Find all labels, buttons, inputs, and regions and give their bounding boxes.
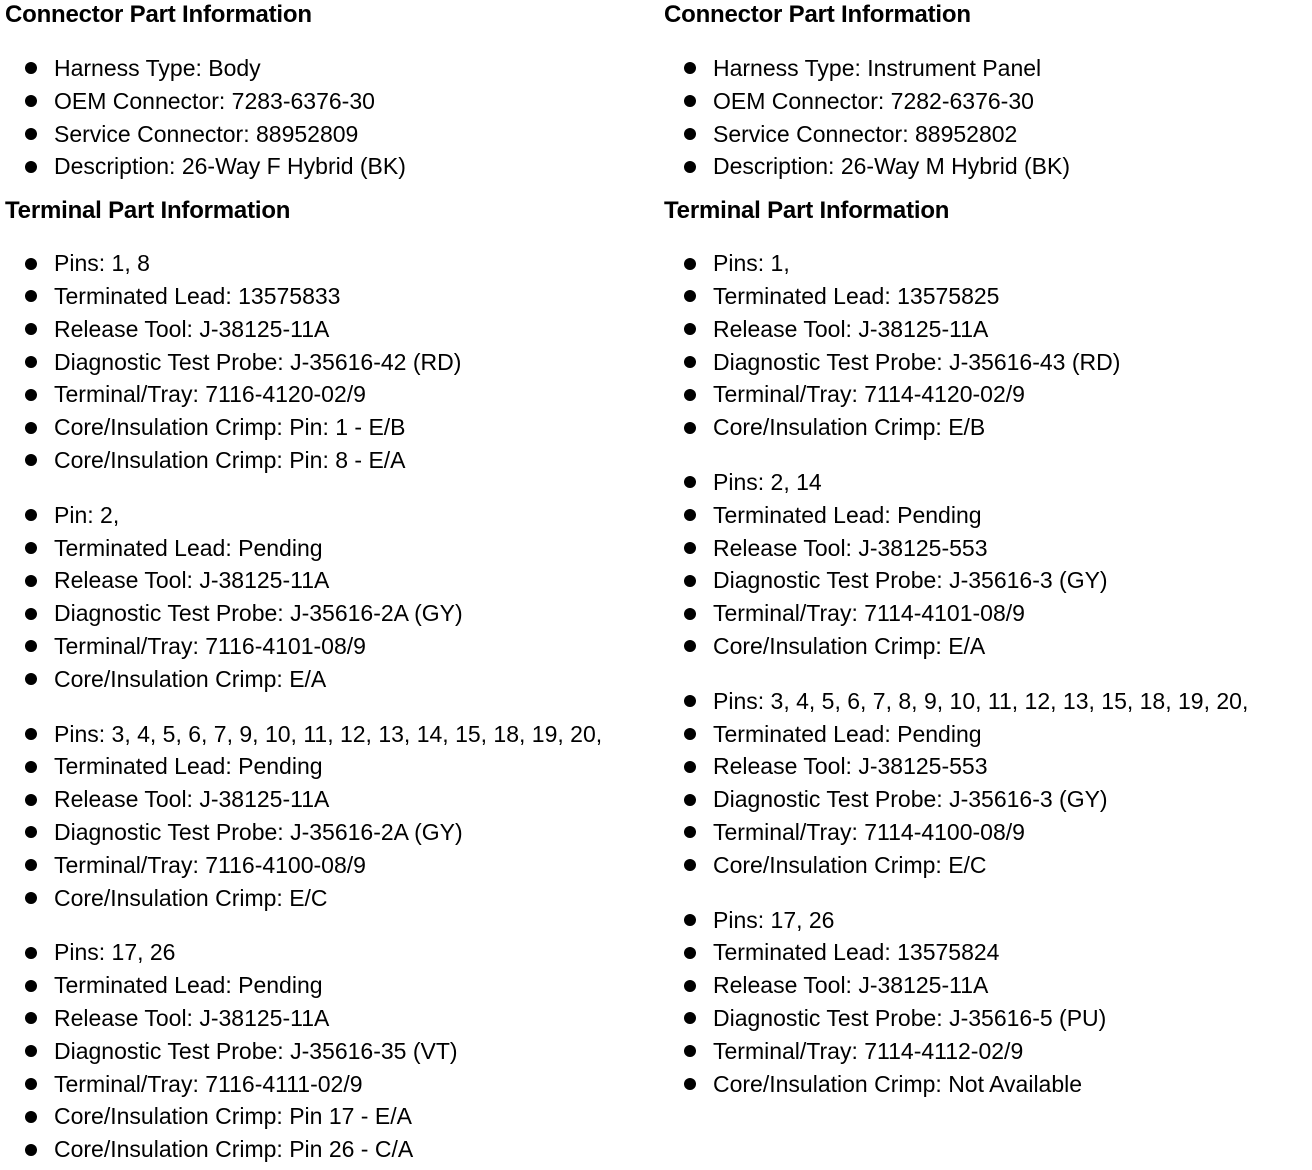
terminal-heading: Terminal Part Information	[5, 197, 291, 225]
list-item	[5, 499, 655, 532]
list-item-text: Pins: 1,	[713, 250, 790, 277]
list-item-text: Release Tool: J-38125-11A	[54, 315, 330, 342]
bullet-icon	[25, 1144, 37, 1156]
list-item	[5, 564, 655, 597]
bullet-icon	[684, 980, 696, 992]
bullet-icon	[684, 323, 696, 335]
list-item	[664, 783, 1309, 816]
list-item-text: Core/Insulation Crimp: Pin: 8 - E/A	[54, 446, 406, 473]
list-item-text: Service Connector: 88952802	[713, 120, 1018, 147]
list-item-text: Release Tool: J-38125-11A	[713, 972, 989, 999]
bullet-icon	[25, 128, 37, 140]
list-item	[664, 718, 1309, 751]
list-item	[5, 52, 655, 85]
list-item	[664, 499, 1309, 532]
list-item-text: Terminated Lead: 13575833	[54, 282, 341, 309]
pin-group-list	[664, 466, 1309, 663]
list-item-text: Release Tool: J-38125-553	[713, 753, 988, 780]
bullet-icon	[684, 575, 696, 587]
bullet-icon	[684, 640, 696, 652]
pin-group-list	[5, 247, 655, 477]
bullet-icon	[684, 859, 696, 871]
list-item	[664, 150, 1309, 183]
bullet-icon	[25, 859, 37, 871]
list-item-text: Terminal/Tray: 7116-4111-02/9	[54, 1070, 363, 1097]
list-item	[664, 969, 1309, 1002]
list-item	[664, 466, 1309, 499]
bullet-icon	[684, 509, 696, 521]
bullet-icon	[684, 389, 696, 401]
list-item	[664, 280, 1309, 313]
list-item-text: Terminal/Tray: 7114-4100-08/9	[713, 818, 1025, 845]
list-item	[5, 969, 655, 1002]
bullet-icon	[25, 892, 37, 904]
list-item-text: Pins: 3, 4, 5, 6, 7, 8, 9, 10, 11, 12, 13, 15, 18, 19, 20,	[713, 687, 1249, 714]
list-item-text: Terminated Lead: Pending	[713, 501, 982, 528]
list-item	[664, 85, 1309, 118]
list-item	[5, 630, 655, 663]
list-item	[5, 346, 655, 379]
list-item	[5, 816, 655, 849]
bullet-icon	[25, 454, 37, 466]
list-item-text: Diagnostic Test Probe: J-35616-35 (VT)	[54, 1037, 458, 1064]
terminal-heading: Terminal Part Information	[664, 197, 950, 225]
bullet-icon	[25, 323, 37, 335]
list-item-text: OEM Connector: 7282-6376-30	[713, 87, 1034, 114]
list-item-text: Release Tool: J-38125-11A	[54, 786, 330, 813]
bullet-icon	[684, 128, 696, 140]
list-item-text: Core/Insulation Crimp: E/C	[54, 884, 328, 911]
list-item	[5, 1100, 655, 1133]
bullet-icon	[25, 161, 37, 173]
list-item	[5, 597, 655, 630]
list-item	[664, 346, 1309, 379]
list-item-text: Core/Insulation Crimp: Pin 17 - E/A	[54, 1103, 412, 1130]
pin-group-list	[664, 685, 1309, 882]
list-item-text: Pins: 2, 14	[713, 468, 822, 495]
list-item	[5, 882, 655, 915]
bullet-icon	[25, 728, 37, 740]
list-item	[664, 532, 1309, 565]
list-item-text: Diagnostic Test Probe: J-35616-43 (RD)	[713, 348, 1121, 375]
bullet-icon	[684, 1078, 696, 1090]
list-item	[664, 630, 1309, 663]
bullet-icon	[684, 1012, 696, 1024]
list-item	[664, 1035, 1309, 1068]
list-item-text: Pins: 3, 4, 5, 6, 7, 9, 10, 11, 12, 13, 14, 15, 18, 19, 20,	[54, 720, 603, 747]
list-item-text: Terminated Lead: 13575824	[713, 939, 1000, 966]
connector-heading: Connector Part Information	[5, 1, 312, 28]
list-item-text: Terminal/Tray: 7114-4112-02/9	[713, 1037, 1024, 1064]
pin-group-list	[664, 247, 1309, 444]
bullet-icon	[25, 826, 37, 838]
list-item-text: Service Connector: 88952809	[54, 120, 359, 147]
bullet-icon	[684, 728, 696, 740]
list-item-text: Core/Insulation Crimp: E/A	[713, 632, 986, 659]
list-item	[664, 816, 1309, 849]
list-item-text: Pins: 17, 26	[54, 939, 176, 966]
list-item-text: Terminated Lead: Pending	[54, 972, 323, 999]
list-item-text: Harness Type: Body	[54, 55, 261, 81]
list-item	[5, 783, 655, 816]
list-item-text: Core/Insulation Crimp: E/B	[713, 414, 986, 441]
list-item-text: Release Tool: J-38125-11A	[54, 1004, 330, 1031]
connector-info-list	[5, 52, 655, 183]
pin-group-list	[5, 499, 655, 696]
list-item	[664, 313, 1309, 346]
list-item-text: Release Tool: J-38125-553	[713, 534, 988, 561]
list-item	[5, 1068, 655, 1101]
list-item	[5, 663, 655, 696]
bullet-icon	[684, 1045, 696, 1057]
bullet-icon	[684, 542, 696, 554]
list-item-text: Terminal/Tray: 7116-4100-08/9	[54, 851, 366, 878]
list-item-text: Pins: 17, 26	[713, 906, 835, 933]
bullet-icon	[684, 695, 696, 707]
bullet-icon	[25, 1012, 37, 1024]
list-item	[664, 936, 1309, 969]
list-item-text: Terminal/Tray: 7114-4101-08/9	[713, 600, 1025, 627]
list-item	[5, 532, 655, 565]
list-item	[664, 411, 1309, 444]
list-item-text: Diagnostic Test Probe: J-35616-5 (PU)	[713, 1004, 1107, 1031]
list-item-text: Terminal/Tray: 7116-4120-02/9	[54, 381, 366, 408]
bullet-icon	[684, 761, 696, 773]
list-item-text: Release Tool: J-38125-11A	[713, 315, 989, 342]
pin-group-list	[5, 718, 655, 915]
pin-group-list	[664, 904, 1309, 1101]
list-item-text: Description: 26-Way M Hybrid (BK)	[713, 153, 1071, 180]
list-item-text: Diagnostic Test Probe: J-35616-42 (RD)	[54, 348, 462, 375]
list-item-text: Core/Insulation Crimp: Not Available	[713, 1070, 1083, 1097]
bullet-icon	[25, 290, 37, 302]
list-item-text: Terminated Lead: Pending	[54, 534, 323, 561]
bullet-icon	[684, 258, 696, 270]
bullet-icon	[684, 476, 696, 488]
connector-info-list	[664, 52, 1309, 183]
list-item	[5, 1133, 655, 1166]
list-item	[664, 597, 1309, 630]
bullet-icon	[25, 575, 37, 587]
bullet-icon	[25, 761, 37, 773]
list-item-text: Diagnostic Test Probe: J-35616-2A (GY)	[54, 818, 463, 845]
bullet-icon	[25, 608, 37, 620]
bullet-icon	[25, 356, 37, 368]
list-item-text: Diagnostic Test Probe: J-35616-3 (GY)	[713, 567, 1108, 594]
list-item	[664, 52, 1309, 85]
list-item	[664, 378, 1309, 411]
list-item-text: Core/Insulation Crimp: E/C	[713, 851, 987, 878]
list-item	[5, 247, 655, 280]
list-item	[5, 280, 655, 313]
list-item-text: Terminated Lead: Pending	[713, 720, 982, 747]
list-item	[5, 118, 655, 151]
pin-group-list	[5, 936, 655, 1166]
list-item-text: Pin: 2,	[54, 501, 120, 528]
list-item-text: Terminal/Tray: 7114-4120-02/9	[713, 381, 1025, 408]
list-item	[5, 718, 655, 751]
bullet-icon	[25, 62, 37, 74]
list-item	[5, 1035, 655, 1068]
bullet-icon	[25, 673, 37, 685]
bullet-icon	[25, 640, 37, 652]
list-item-text: Diagnostic Test Probe: J-35616-2A (GY)	[54, 600, 463, 627]
bullet-icon	[684, 356, 696, 368]
bullet-icon	[684, 826, 696, 838]
list-item	[5, 444, 655, 477]
list-item	[5, 313, 655, 346]
list-item	[664, 1068, 1309, 1101]
bullet-icon	[25, 509, 37, 521]
list-item	[5, 1002, 655, 1035]
right-column	[664, 0, 1309, 1100]
left-column	[5, 0, 655, 1166]
bullet-icon	[25, 947, 37, 959]
bullet-icon	[25, 794, 37, 806]
list-item	[664, 685, 1309, 718]
bullet-icon	[25, 258, 37, 270]
bullet-icon	[25, 1078, 37, 1090]
list-item	[5, 85, 655, 118]
terminal-groups	[664, 247, 1309, 1100]
bullet-icon	[684, 608, 696, 620]
bullet-icon	[684, 422, 696, 434]
bullet-icon	[684, 914, 696, 926]
bullet-icon	[684, 290, 696, 302]
list-item	[5, 936, 655, 969]
list-item-text: Release Tool: J-38125-11A	[54, 567, 330, 594]
list-item-text: Terminal/Tray: 7116-4101-08/9	[54, 632, 366, 659]
list-item	[664, 118, 1309, 151]
list-item	[664, 564, 1309, 597]
bullet-icon	[25, 1111, 37, 1123]
bullet-icon	[25, 422, 37, 434]
list-item-text: Description: 26-Way F Hybrid (BK)	[54, 153, 406, 180]
list-item	[664, 904, 1309, 937]
list-item-text: Pins: 1, 8	[54, 250, 150, 277]
list-item	[5, 150, 655, 183]
bullet-icon	[25, 1045, 37, 1057]
bullet-icon	[684, 947, 696, 959]
bullet-icon	[25, 95, 37, 107]
connector-heading: Connector Part Information	[664, 1, 971, 28]
bullet-icon	[684, 95, 696, 107]
list-item-text: Core/Insulation Crimp: Pin 26 - C/A	[54, 1136, 414, 1163]
list-item	[5, 378, 655, 411]
list-item-text: Harness Type: Instrument Panel	[713, 55, 1042, 81]
list-item	[664, 750, 1309, 783]
list-item-text: Terminated Lead: 13575825	[713, 282, 1000, 309]
list-item	[5, 849, 655, 882]
bullet-icon	[25, 542, 37, 554]
list-item-text: Core/Insulation Crimp: Pin: 1 - E/B	[54, 414, 406, 441]
list-item	[664, 849, 1309, 882]
list-item	[664, 247, 1309, 280]
list-item	[5, 750, 655, 783]
terminal-groups	[5, 247, 655, 1166]
bullet-icon	[684, 794, 696, 806]
list-item-text: OEM Connector: 7283-6376-30	[54, 87, 375, 114]
bullet-icon	[684, 161, 696, 173]
list-item-text: Core/Insulation Crimp: E/A	[54, 665, 327, 692]
bullet-icon	[25, 980, 37, 992]
bullet-icon	[684, 62, 696, 74]
list-item	[664, 1002, 1309, 1035]
list-item-text: Terminated Lead: Pending	[54, 753, 323, 780]
list-item	[5, 411, 655, 444]
bullet-icon	[25, 389, 37, 401]
list-item-text: Diagnostic Test Probe: J-35616-3 (GY)	[713, 786, 1108, 813]
